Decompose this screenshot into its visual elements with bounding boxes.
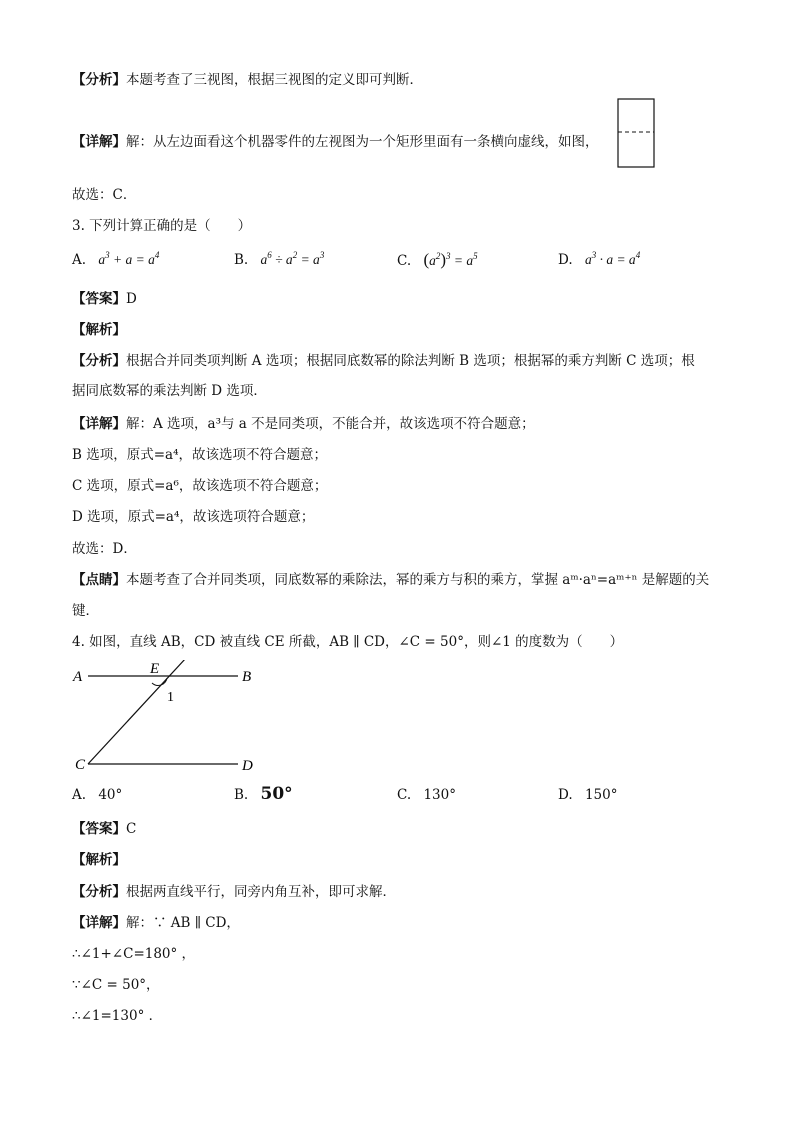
q4-detail-first: 解：∵ AB ∥ CD， xyxy=(126,915,240,931)
q3-option-d-letter: D. xyxy=(558,252,573,268)
q3-stem: 3. 下列计算正确的是（ ） xyxy=(72,218,252,234)
q4-option-c[interactable] xyxy=(397,787,456,803)
q3-analysis-line2: 据同底数幂的乘法判断 D 选项． xyxy=(72,383,267,399)
q3-option-a[interactable]: A. $a^3 + a = a^4$ xyxy=(72,250,160,268)
q3-option-d[interactable]: D. $a^3 \cdot a = a^4$ xyxy=(558,250,641,268)
q4-option-d-value: 150° xyxy=(584,787,618,803)
detail-tag: 【详解】 xyxy=(72,134,126,150)
q3-dianjing-tag: 【点睛】 xyxy=(72,572,126,588)
q4-analysis-tag: 【分析】 xyxy=(72,884,126,900)
q3-answer: D xyxy=(126,291,137,307)
q4-step-3: ∴∠1=130° ． xyxy=(72,1008,163,1024)
label-d: D xyxy=(242,758,253,774)
q3-detail-b: B 选项，原式=a⁴，故该选项不符合题意； xyxy=(72,447,327,463)
q4-answer: C xyxy=(126,821,137,837)
q3-answer-line xyxy=(72,287,137,307)
q3-option-a-letter: A. xyxy=(72,252,87,268)
q4-option-b[interactable] xyxy=(234,784,293,804)
q4-figure xyxy=(70,660,270,778)
q3-detail-c: C 选项，原式=a⁶，故该选项不符合题意； xyxy=(72,478,328,494)
q4-answer-line xyxy=(72,817,136,837)
q4-step-1: ∴∠1+∠C=180° ， xyxy=(72,946,196,962)
q4-analysis-text: 根据两直线平行，同旁内角互补，即可求解． xyxy=(126,884,396,900)
q4-analysis-line xyxy=(72,880,396,900)
q3-answer-tag: 【答案】 xyxy=(72,291,126,307)
label-b: B xyxy=(242,669,252,685)
q3-dianjing-text1: 本题考查了合并同类项，同底数幂的乘除法，幂的乘方与积的乘方，掌握 aᵐ·aⁿ=aᵐ⁺ⁿ 是解题的关 xyxy=(126,572,710,588)
q3-detail-text: 解：A 选项，a³与 a 不是同类项，不能合并，故该选项不符合题意； xyxy=(126,416,535,432)
q3-detail-d: D 选项，原式=a⁴，故该选项符合题意； xyxy=(72,509,315,525)
q4-option-d[interactable] xyxy=(558,787,617,803)
q3-dianjing-line2: 键． xyxy=(72,603,99,619)
q3-option-b[interactable]: B. $a^6 \div a^2 = a^3$ xyxy=(234,250,325,268)
detail-line xyxy=(72,130,599,150)
analysis-line xyxy=(72,68,423,88)
q3-analysis-tag: 【分析】 xyxy=(72,353,126,369)
detail-text: 解：从左边面看这个机器零件的左视图为一个矩形里面有一条横向虚线，如图， xyxy=(126,134,599,150)
q4-option-b-letter: B. xyxy=(234,787,249,803)
q4-option-d-letter: D. xyxy=(558,787,573,803)
q4-option-a-value: 40° xyxy=(98,787,123,803)
label-1: 1 xyxy=(167,690,174,705)
q3-option-c[interactable]: C. $(a^2)^3 = a^5$ xyxy=(397,250,478,269)
q3-dianjing-line1 xyxy=(72,568,709,588)
q3-jiexi-tag: 【解析】 xyxy=(72,322,126,338)
q4-option-a[interactable] xyxy=(72,787,122,803)
q4-option-a-letter: A. xyxy=(72,787,87,803)
q4-detail-line xyxy=(72,911,240,931)
q3-analysis-text1: 根据合并同类项判断 A 选项；根据同底数幂的除法判断 B 选项；根据幂的乘方判断 C 选项；根 xyxy=(126,353,695,369)
q3-detail-line xyxy=(72,412,535,432)
q3-option-c-letter: C. xyxy=(397,253,412,269)
analysis-text: 本题考查了三视图，根据三视图的定义即可判断． xyxy=(126,72,423,88)
q4-option-c-value: 130° xyxy=(423,787,456,803)
q3-option-b-letter: B. xyxy=(234,252,249,268)
q4-step-2: ∵∠C = 50°， xyxy=(72,977,160,993)
label-e: E xyxy=(150,661,160,677)
q4-option-c-letter: C. xyxy=(397,787,412,803)
answer-choose-line: 故选：C． xyxy=(72,187,137,203)
q4-answer-tag: 【答案】 xyxy=(72,821,126,837)
q3-choose: 故选：D． xyxy=(72,541,137,557)
q3-analysis-line1 xyxy=(72,349,695,369)
q4-stem: 4. 如图，直线 AB，CD 被直线 CE 所截，AB ∥ CD，∠C = 50°，则∠1 的度数为（ ） xyxy=(72,634,624,650)
q3-detail-tag: 【详解】 xyxy=(72,416,126,432)
q4-jiexi-tag: 【解析】 xyxy=(72,852,126,868)
label-a: A xyxy=(73,669,83,685)
left-view-rectangle xyxy=(618,99,654,167)
analysis-tag: 【分析】 xyxy=(72,72,126,88)
left-view-figure xyxy=(617,98,655,168)
label-c: C xyxy=(75,757,86,773)
q4-detail-tag: 【详解】 xyxy=(72,915,126,931)
q4-option-b-value: 50° xyxy=(260,784,293,804)
